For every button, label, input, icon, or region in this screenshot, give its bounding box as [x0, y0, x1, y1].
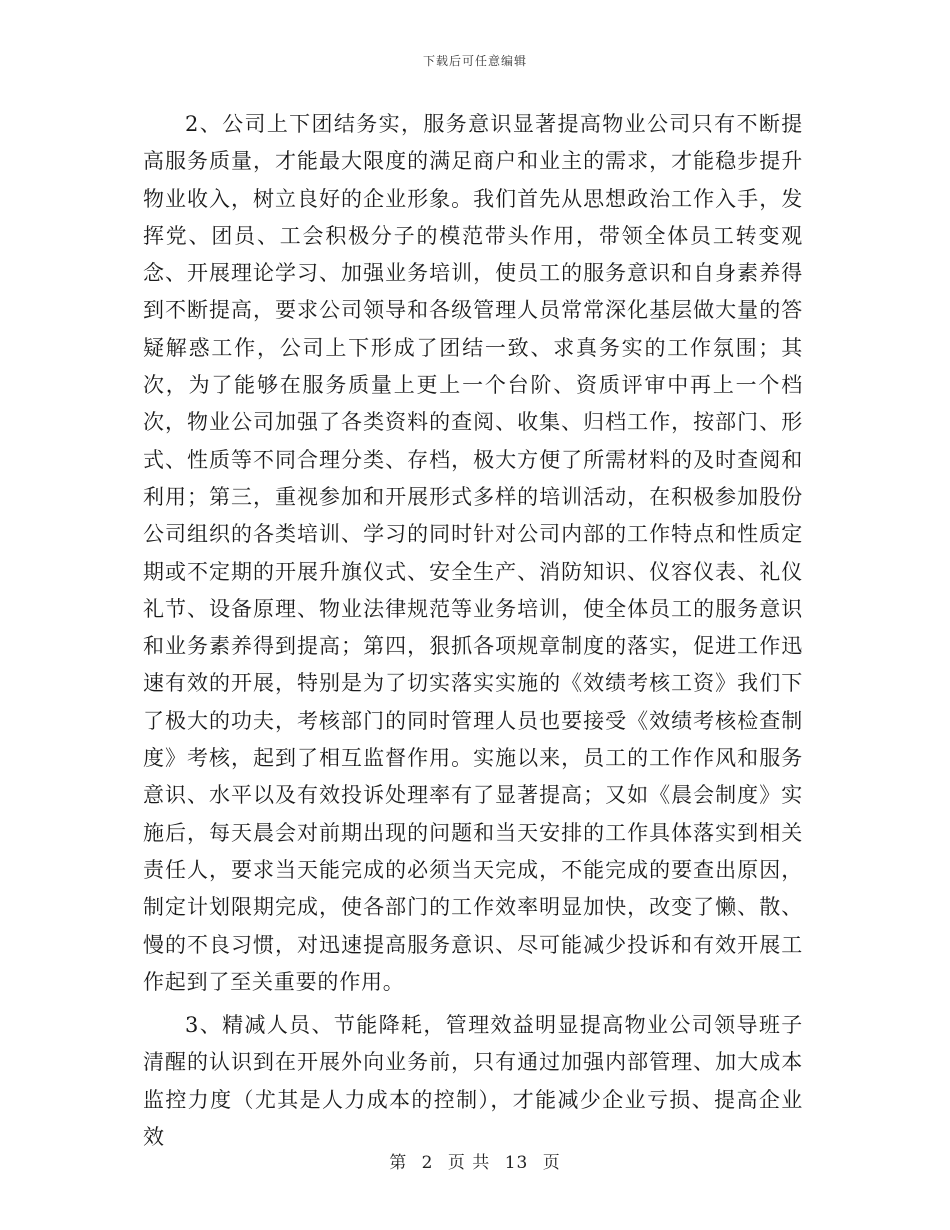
footer-prefix: 第	[389, 1153, 408, 1173]
footer-suffix: 页	[542, 1153, 561, 1173]
page-footer	[0, 1148, 950, 1173]
document-body	[143, 106, 803, 1162]
footer-middle: 页 共	[447, 1153, 491, 1173]
paragraph-3: 3、精减人员、节能降耗，管理效益明显提高物业公司领导班子清醒的认识到在开展外向业务前，只有通过加强内部管理、加大成本监控力度（尤其是人力成本的控制），才能减少企业亏损、提高企业效	[143, 1013, 803, 1150]
footer-total-pages: 13	[504, 1153, 529, 1173]
footer-page-number: 2	[421, 1153, 434, 1173]
page-header-note: 下载后可任意编辑	[422, 54, 527, 68]
paragraph-2: 2、公司上下团结务实，服务意识显著提高物业公司只有不断提高服务质量，才能最大限度的满足商户和业主的需求，才能稳步提升物业收入，树立良好的企业形象。我们首先从思想政治工作入手，发挥党、团员、工会积极分子的模范带头作用，带领全体员工转变观念、开展理论学习、加强业务培训，使员工的服务意识和自身素养得到不断提高，要求公司领导和各级管理人员常常深化基层做大量的答疑解惑工作，公司上下形成了团结一致、求真务实的工作氛围；其次，为了能够在服务质量上更上一个台阶、资质评审中再上一个档次，物业公司加强了各类资料的查阅、收集、归档工作，按部门、形式、性质等不同合理分类、存档，极大方便了所需材料的及时查阅和利用；第三，重视参加和开展形式多样的培训活动，在积极参加股份公司组织的各类培训、学习的同时针对公司内部的工作特点和性质定期或不定期的开展升旗仪式、安全生产、消防知识、仪容仪表、礼仪礼节、设备原理、物业法律规范等业务培训，使全体员工的服务意识和业务素养得到提高；第四，狠抓各项规章制度的落实，促进工作迅速有效的开展，特别是为了切实落实实施的《效绩考核工资》我们下了极大的功夫，考核部门的同时管理人员也要接受《效绩考核检查制度》考核，起到了相互监督作用。实施以来，员工的工作作风和服务意识、水平以及有效投诉处理率有了显著提高；又如《晨会制度》实施后，每天晨会对前期出现的问题和当天安排的工作具体落实到相关责任人，要求当天能完成的必须当天完成，不能完成的要查出原因，制定计划限期完成，使各部门的工作效率明显加快，改变了懒、散、慢的不良习惯，对迅速提高服务意识、尽可能减少投诉和有效开展工作起到了至关重要的作用。	[143, 112, 803, 994]
